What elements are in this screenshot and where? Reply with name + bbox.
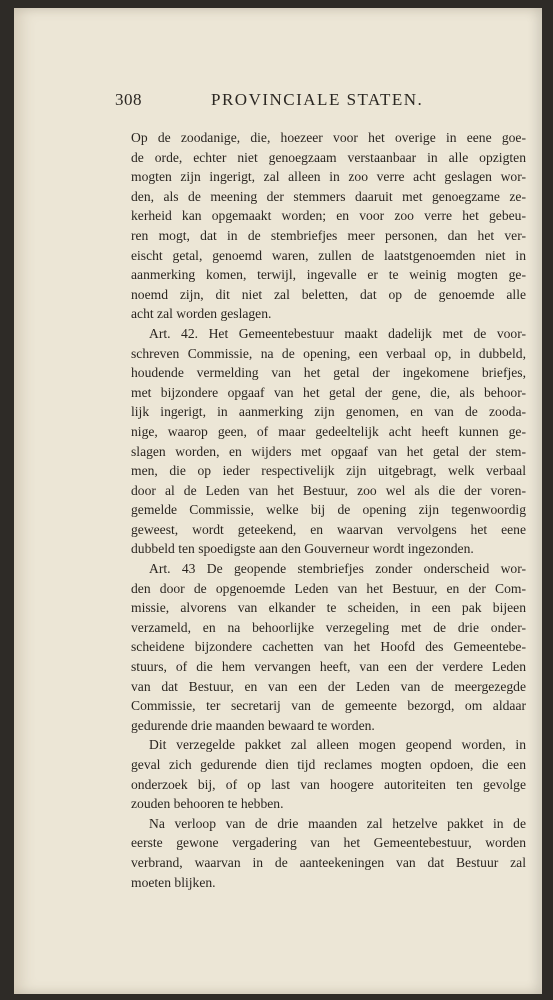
text-line: den, als de meening der stemmers daaruit met genoegzame ze- <box>131 188 526 204</box>
text-line: eischt getal, genoemd waren, zullen de laatstgenoemden niet in <box>131 247 526 263</box>
paragraph <box>131 559 526 735</box>
paragraph <box>131 128 526 324</box>
text-line: mogten zijn ingerigt, zal alleen in zoo verre acht geslagen wor- <box>131 169 526 185</box>
text-line: stuurs, of die hem vervangen heeft, van een der verdere Leden <box>131 659 526 675</box>
text-line: geweest, wordt geteekend, en waarvan vervolgens het eene <box>131 521 526 537</box>
text-line: eerste gewone vergadering van het Gemeentebestuur, worden <box>131 835 526 851</box>
text-line: moeten blijken. <box>131 874 216 890</box>
text-line: van dat Bestuur, en van een der Leden van de meergezegde <box>131 678 526 694</box>
text-line: verzameld, en na behoorlijke verzegeling met de drie onder- <box>131 619 526 635</box>
text-line: dubbeld ten spoedigste aan den Gouverneur wordt ingezonden. <box>131 541 474 557</box>
paragraph <box>131 814 526 892</box>
text-line: Dit verzegelde pakket zal alleen mogen geopend worden, in <box>149 737 526 753</box>
text-line: Art. 42. Het Gemeentebestuur maakt dadelijk met de voor- <box>149 325 526 341</box>
page-header <box>115 90 431 116</box>
text-line: gedurende drie maanden bewaard te worden. <box>131 717 375 733</box>
paragraph <box>131 324 526 559</box>
page-number: 308 <box>115 90 142 109</box>
text-line: nige, waarop geen, of maar gedeeltelijk acht heeft kunnen ge- <box>131 423 526 439</box>
text-line: verbrand, waarvan in de aanteekeningen van dat Bestuur zal <box>131 854 526 870</box>
text-line: scheidene bijzondere cachetten van het Hoofd des Gemeentebe- <box>131 639 526 655</box>
text-line: Art. 43 De geopende stembriefjes zonder onderscheid wor- <box>149 561 526 577</box>
text-line: men, die op ieder respectivelijk zijn uitgebragt, welk verbaal <box>131 463 526 479</box>
text-line: noemd zijn, dit niet zal beletten, dat op de genoemde alle <box>131 286 526 302</box>
text-line: kerheid kan opgemaakt worden; en voor zoo verre het gebeu- <box>131 208 526 224</box>
text-line: zouden behooren te hebben. <box>131 796 284 812</box>
text-line: ren mogt, dat in de stembriefjes meer personen, dan het ver- <box>131 227 526 243</box>
running-head: PROVINCIALE STATEN. <box>211 90 424 109</box>
text-line: door al de Leden van het Bestuur, zoo wel als die der voren- <box>131 482 526 498</box>
body-text <box>131 128 526 892</box>
text-line: lijk ingerigt, in aanmerking zijn genomen, en van de zooda- <box>131 404 526 420</box>
text-line: geval zich gedurende dien tijd reclames mogten opdoen, die een <box>131 757 526 772</box>
text-line: missie, alvorens van elkander te scheiden, in een pak bijeen <box>131 600 526 616</box>
paragraph <box>131 735 526 813</box>
text-line: den door de opgenoemde Leden van het Bestuur, en der Com- <box>131 580 526 596</box>
text-line: aanmerking komen, terwijl, ingevalle er te weinig mogten ge- <box>131 267 526 283</box>
text-line: gemelde Commissie, welke bij de opening zijn tegenwoordig <box>131 502 526 518</box>
text-line: schreven Commissie, na de opening, een verbaal op, in dubbeld, <box>131 345 526 361</box>
text-line: de orde, echter niet genoegzaam verstaanbaar in alle opzigten <box>131 149 526 165</box>
book-page <box>14 8 542 994</box>
text-line: slagen worden, en wijders met opgaaf van het getal der stem- <box>131 443 526 459</box>
text-line: acht zal worden geslagen. <box>131 306 272 322</box>
text-line: Na verloop van de drie maanden zal hetzelve pakket in de <box>149 815 526 831</box>
text-line: Op de zoodanige, die, hoezeer voor het overige in eene goe- <box>131 130 526 145</box>
text-line: onderzoek bij, of op last van hoogere autoriteiten ten gevolge <box>131 776 526 792</box>
text-line: Commissie, ter secretarij van de gemeente bezorgd, om aldaar <box>131 698 526 714</box>
text-line: houdende vermelding van het getal der ingekomene briefjes, <box>131 365 526 381</box>
text-line: met bijzondere opgaaf van het getal der gene, die, als behoor- <box>131 384 526 400</box>
